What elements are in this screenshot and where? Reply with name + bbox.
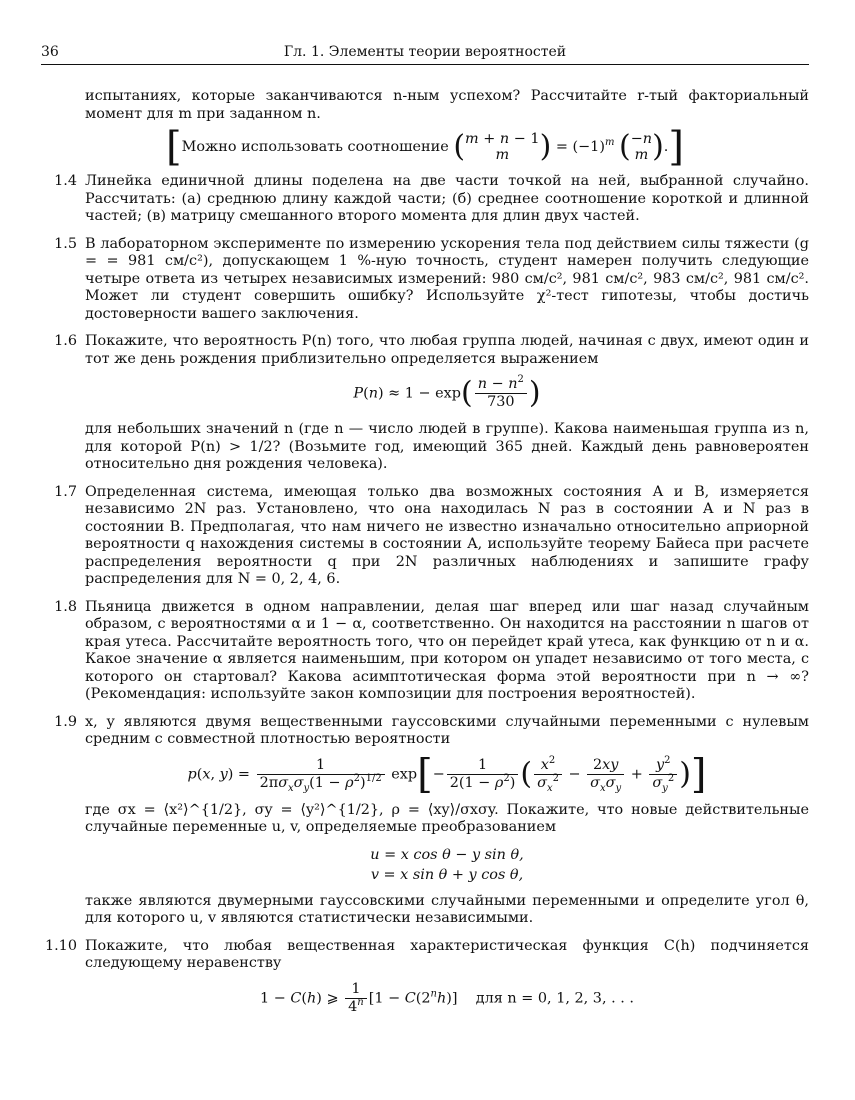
problem-number: 1.5	[54, 235, 77, 252]
problem-text: Пьяница движется в одном направлении, делая шаг вперед или шаг назад случайным образом, с вероятностями α и 1 − α, соответственно. Он находится на расстоянии n шагов от края утеса. Рассчитайте вероятность того, что он перейдет край утеса, как функцию от n и α. Какое значение α является наименьшим, при котором он упадет независимо от того места, с которого он стартовал? Какова асимптотическая форма этой вероятности при n → ∞? (Рекомендация: используйте закон композиции для построения вероятностей).	[85, 598, 809, 702]
problem-number: 1.10	[44, 937, 77, 954]
gaussian-density-formula: p(x, y) = $\frac{1}{2\pi\sigma_x\sigma_y(1 - \rho^2)^{1/2}}$ exp[− $\frac{1}{2(1 - \rho^2)}$ ( $\frac{x^2}{\sigma_x^2}$ − $\frac{2xy}{\sigma_x\sigma_y}$ + $\frac{y^2}{\sigma_y^2}$ )]	[187, 751, 707, 797]
problem-1-5	[41, 236, 809, 324]
problem-text: Определенная система, имеющая только два возможных состояния A и B, измеряется независимо 2N раз. Установлено, что она находилась N раз в состоянии A и N раз в состоянии B. Предполагая, что нам ничего не известно изначально относительно априорной вероятности q нахождения системы в состоянии A, используйте теорему Байеса при расчете распределения вероятности q при 2N различных наблюдениях и запишите графу распределения для N = 0, 2, 4, 6.	[85, 483, 809, 587]
problem-text-after: также являются двумерными гауссовскими случайными переменными и определите угол θ, для которого u, v являются статистически независимыми.	[85, 892, 809, 926]
birthday-formula: P(n) ≈ 1 − exp( $\frac{n - n^2}{730}$ )	[353, 374, 541, 411]
intro-paragraph: испытаниях, которые заканчиваются n-ным успехом? Рассчитайте r-тый факториальный момент для m при заданном n.	[85, 88, 809, 122]
running-header	[41, 44, 809, 65]
chapter-title: Гл. 1. Элементы теории вероятностей	[283, 44, 567, 60]
problem-number: 1.9	[54, 713, 77, 730]
problem-text: В лабораторном эксперименте по измерению ускорения тела под действием силы тяжести (g = = 981 см/с²), допускающем 1 %-ную точность, студент намерен получить следующие четыре ответа из четырех независимых измерений: 980 см/с², 981 см/с², 983 см/с², 981 см/с². Может ли студент совершить ошибку? Используйте χ²-тест гипотезы, чтобы достичь достоверности вашего заключения.	[85, 235, 809, 322]
problem-1-7	[41, 484, 809, 589]
problem-text: Линейка единичной длины поделена на две части точкой на ней, выбранной случайно. Рассчитать: (а) среднюю длину каждой части; (б) среднее соотношение короткой и длинной частей; (в) матрицу смешанного второго момента для длин двух частей.	[85, 173, 809, 224]
problem-text: Покажите, что вероятность P(n) того, что любая группа людей, начиная с двух, имеют один и тот же день рождения приблизительно определяется выражением	[85, 333, 809, 367]
problem-text: Покажите, что любая вещественная характеристическая функция C(h) подчиняется следующему неравенству	[85, 937, 809, 971]
inequality-formula: 1 − C(h) ⩾ $\frac{1}{4^n}$ $[1 - C(2^nh)]$ для n = 0, 1, 2, 3, . . .	[259, 980, 634, 1015]
problem-1-9	[41, 714, 809, 928]
problem-number: 1.6	[54, 333, 77, 349]
problem-number: 1.4	[54, 173, 77, 189]
page-number: 36	[41, 44, 59, 60]
hint-text: Можно использовать соотношение	[181, 139, 449, 155]
problem-text: x, y являются двумя вещественными гауссовскими случайными переменными с нулевым средним с совместной плотностью вероятности	[85, 713, 809, 747]
problem-text-middle: где σx = ⟨x²⟩^{1/2}, σy = ⟨y²⟩^{1/2}, ρ = ⟨xy⟩/σxσy. Покажите, что новые действительные случайные переменные u, v, определяемые преобразованием	[85, 801, 809, 835]
formula-condition: для n = 0, 1, 2, 3, . . .	[475, 990, 634, 1006]
problem-1-10	[41, 938, 809, 1016]
transformation-equations	[85, 845, 809, 885]
problem-number: 1.8	[54, 598, 77, 615]
hint-formula: [Можно использовать соотношение (m + n − 1 m ) = $(-1)^m$ (−n m ).]	[166, 124, 684, 170]
equation-u: u = x cos θ − y sin θ,	[370, 846, 524, 863]
problem-1-4	[41, 173, 809, 226]
page-content	[41, 88, 809, 1026]
problem-1-6	[41, 333, 809, 474]
problem-text-after: для небольших значений n (где n — число людей в группе). Какова наименьшая группа из n, для которой P(n) > 1/2? (Возьмите год, имеющий 365 дней. Каждый день равновероятен относительно дня рождения человека).	[85, 421, 809, 472]
equation-v: v = x sin θ + y cos θ,	[370, 866, 524, 883]
problem-number: 1.7	[54, 483, 77, 500]
problem-1-8	[41, 599, 809, 704]
